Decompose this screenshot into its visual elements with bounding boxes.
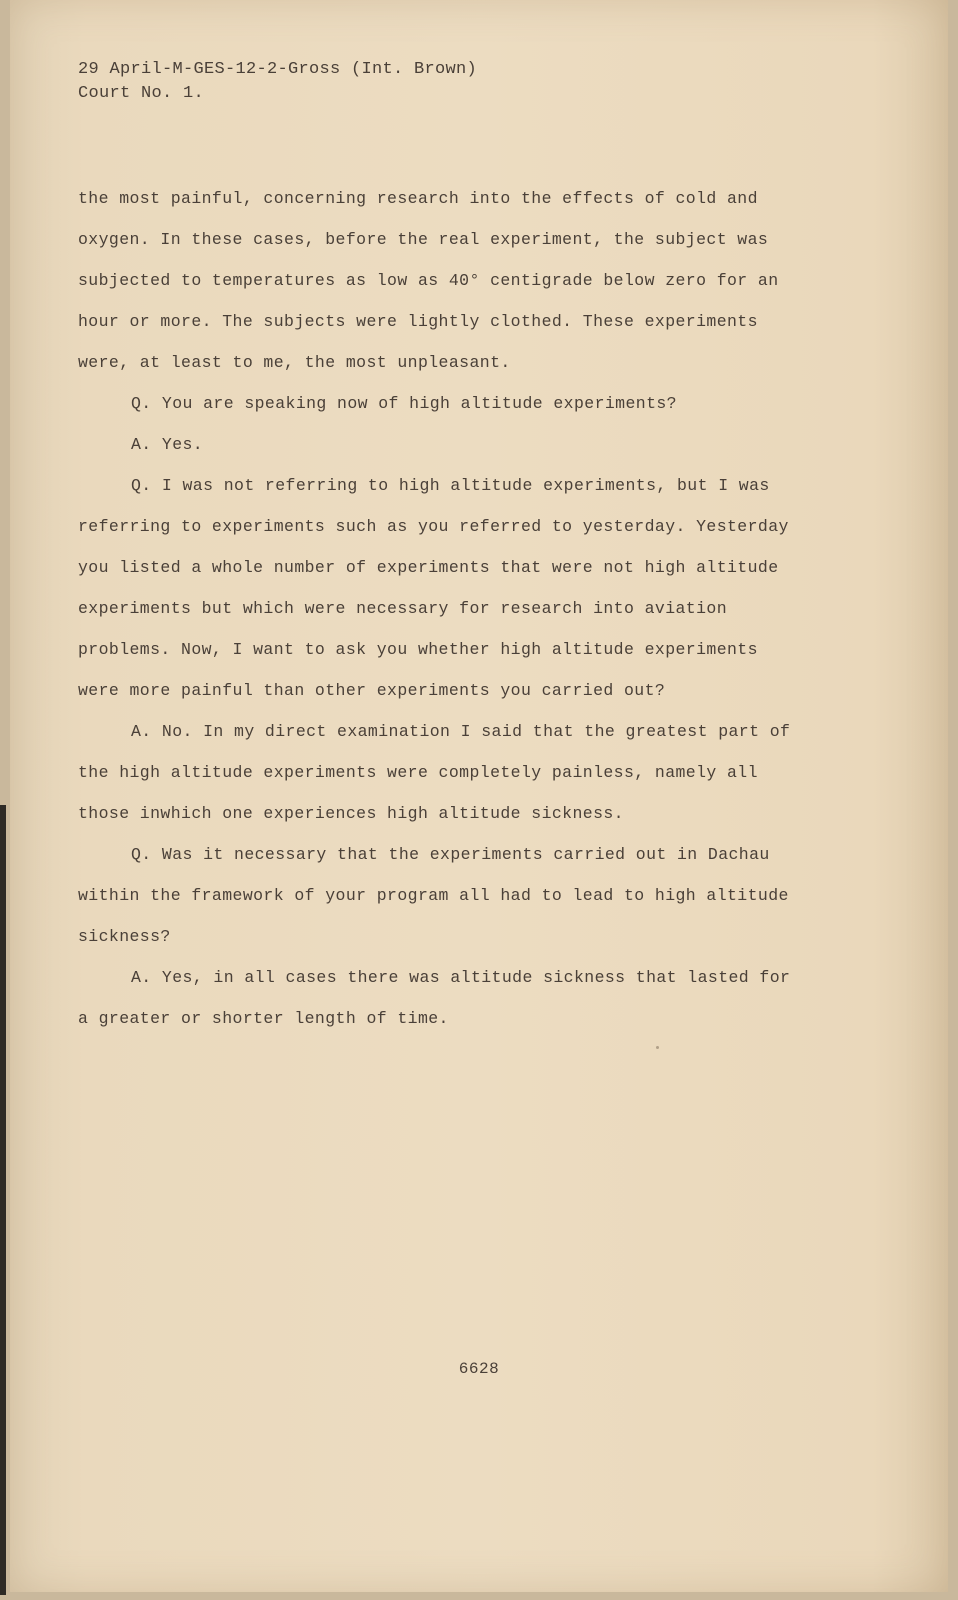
answer-paragraph: A. Yes. <box>131 435 204 454</box>
document-page <box>10 0 948 1592</box>
question-paragraph: Q. I was not referring to high altitude experiments, but I was referring to experiments such as you referred to yesterday. Yesterday you listed a whole number of experiments that were not high altitude experiments but which were necessary for research into aviation problems. Now, I want to ask you whether high altitude experiments were more painful than other experiments you carried out? <box>78 476 789 700</box>
transcript-body <box>78 178 798 1039</box>
paragraph-continuation: the most painful, concerning research into the effects of cold and oxygen. In these cases, before the real experiment, the subject was subjected to temperatures as low as 40° centigrade below zero for an hour or more. The subjects were lightly clothed. These experiments were, at least to me, the most unpleasant. <box>78 189 779 372</box>
header <box>78 58 477 106</box>
question-paragraph: Q. Was it necessary that the experiments carried out in Dachau within the framework of your program all had to lead to high altitude sickness? <box>78 845 789 946</box>
answer-paragraph: A. No. In my direct examination I said that the greatest part of the high altitude experiments were completely painless, namely all those inwhich one experiences high altitude sickness. <box>78 722 791 823</box>
header-line-1: 29 April-M-GES-12-2-Gross (Int. Brown) <box>78 60 478 79</box>
header-line-2: Court No. 1. <box>78 84 205 103</box>
paper-speck <box>656 1046 659 1049</box>
page-number: 6628 <box>458 1360 500 1378</box>
answer-paragraph: A. Yes, in all cases there was altitude sickness that lasted for a greater or shorter length of time. <box>78 968 791 1028</box>
question-paragraph: Q. You are speaking now of high altitude experiments? <box>131 394 677 413</box>
